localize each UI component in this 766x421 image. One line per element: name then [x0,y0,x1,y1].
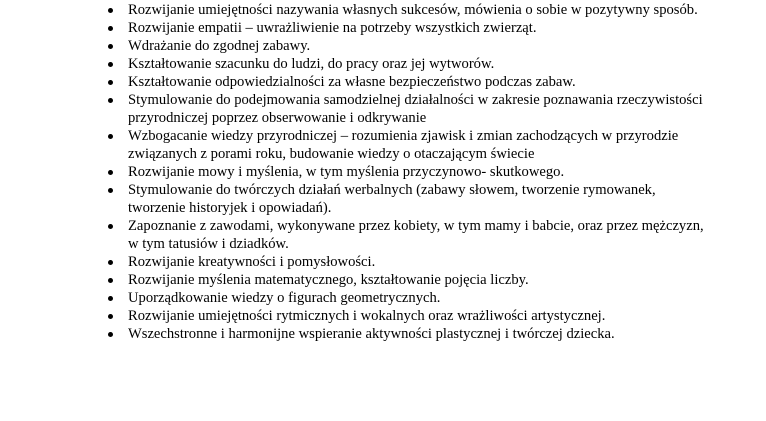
list-item [108,289,708,307]
list-item [108,91,708,127]
bullet-icon [108,260,113,265]
list-item-text: Wdrażanie do zgodnej zabawy. [128,38,311,54]
list-item [108,19,708,37]
list-item-text: Rozwijanie umiejętności rytmicznych i wokalnych oraz wrażliwości artystycznej. [128,308,606,324]
bullet-icon [108,170,113,175]
list-item [108,163,708,181]
list-item [108,127,708,163]
list-item-text: Rozwijanie empatii – uwrażliwienie na potrzeby wszystkich zwierząt. [128,20,537,36]
list-item-text: Kształtowanie szacunku do ludzi, do pracy oraz jej wytworów. [128,56,495,72]
list-item [108,217,708,253]
list-item-text: Zapoznanie z zawodami, wykonywane przez kobiety, w tym mamy i babcie, oraz przez mężczyzn, w tym tatusiów i dziadków. [128,218,704,252]
list-item-text: Stymulowanie do podejmowania samodzielnej działalności w zakresie poznawania rzeczywistości przyrodniczej poprzez obserwowanie i odkrywanie [128,92,703,126]
list-item-text: Wszechstronne i harmonijne wspieranie aktywności plastycznej i twórczej dziecka. [128,326,615,342]
bullet-icon [108,224,113,229]
list-item [108,271,708,289]
list-item-text: Rozwijanie mowy i myślenia, w tym myślenia przyczynowo- skutkowego. [128,164,565,180]
goals-bullet-list [108,1,708,343]
list-item [108,253,708,271]
list-item-text: Wzbogacanie wiedzy przyrodniczej – rozumienia zjawisk i zmian zachodzących w przyrodzie związanych z porami roku, budowanie wiedzy o otaczającym świecie [128,128,679,162]
list-item-text: Kształtowanie odpowiedzialności za własne bezpieczeństwo podczas zabaw. [128,74,576,90]
list-item-text: Rozwijanie umiejętności nazywania własnych sukcesów, mówienia o sobie w pozytywny sposób. [128,2,698,18]
list-item [108,181,708,217]
bullet-icon [108,332,113,337]
bullet-icon [108,296,113,301]
list-item [108,1,708,19]
list-item [108,73,708,91]
bullet-icon [108,62,113,67]
bullet-icon [108,188,113,193]
bullet-icon [108,80,113,85]
list-item [108,325,708,343]
bullet-icon [108,134,113,139]
list-item-text: Uporządkowanie wiedzy o figurach geometrycznych. [128,290,441,306]
bullet-icon [108,8,113,13]
list-item-text: Stymulowanie do twórczych działań werbalnych (zabawy słowem, tworzenie rymowanek, tworzenie historyjek i opowiadań). [128,182,656,216]
bullet-icon [108,278,113,283]
bullet-icon [108,314,113,319]
bullet-icon [108,98,113,103]
list-item [108,37,708,55]
list-item [108,307,708,325]
list-item-text: Rozwijanie myślenia matematycznego, kształtowanie pojęcia liczby. [128,272,529,288]
bullet-icon [108,26,113,31]
list-item-text: Rozwijanie kreatywności i pomysłowości. [128,254,376,270]
bullet-icon [108,44,113,49]
list-item [108,55,708,73]
